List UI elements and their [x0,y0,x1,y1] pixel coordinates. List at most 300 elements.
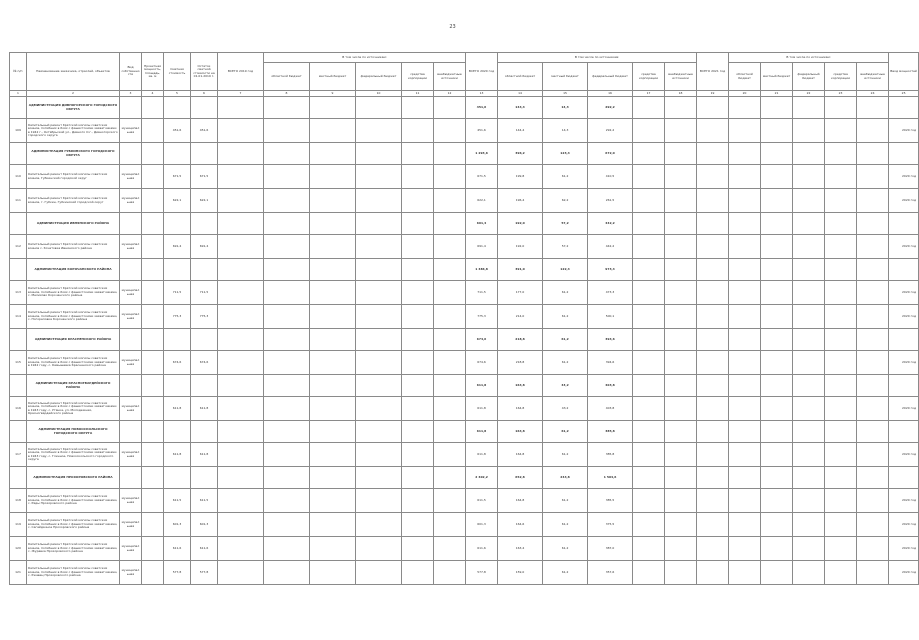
row-number: 113 [10,281,27,305]
header-sources-2020: В том числе по источникам: [498,53,697,63]
cell-mest: 61,2 [543,351,588,375]
cell-f19 [356,513,402,537]
cell-e19 [434,489,466,513]
cell-e19 [434,97,466,119]
group-row [10,213,919,235]
header-enter: Ввод мощностей [889,53,919,91]
cell-f19 [356,397,402,421]
investment-program-table [9,52,919,585]
cell-c19 [402,235,434,259]
cell-c21 [825,235,857,259]
cell-t19 [218,235,264,259]
cell-e20 [665,259,697,281]
cell-e19 [434,165,466,189]
cell-fed: 672,0 [588,143,633,165]
cell-fed: 375,5 [588,513,633,537]
cell-rem: 671,5 [191,165,218,189]
cell-t21 [697,375,729,397]
cell-o21 [729,281,761,305]
table-row [10,397,919,421]
cell-est: 611,6 [164,537,191,561]
cell-o21 [729,561,761,585]
cell-t20: 711,5 [466,281,498,305]
cell-obl: 163,4 [498,537,543,561]
cell-m21 [761,513,793,537]
row-ownership [120,329,142,351]
cell-e21 [857,537,889,561]
cell-c20 [633,561,665,585]
row-name: АДМИНИСТРАЦИЯ КРАСНЕНСКОГО РАЙОНА [27,329,120,351]
cell-est: 601,3 [164,513,191,537]
cell-m19 [310,97,356,119]
cell-o19 [264,537,310,561]
row-enter-year: 2020 год [889,537,919,561]
column-number: 21 [761,91,793,97]
column-number: 17 [633,91,665,97]
cell-t19 [218,305,264,329]
header-estimate: Сметная стоимость [164,53,191,91]
row-enter-year: 2020 год [889,351,919,375]
column-number: 1 [10,91,27,97]
cell-c21 [825,397,857,421]
row-name: АДМИНИСТРАЦИЯ ДИВНОГОРСКОГО ГОРОДСКОГО ОКРУГА [27,97,120,119]
cell-c20 [633,537,665,561]
cell-t20: 691,4 [466,235,498,259]
cell-o19 [264,489,310,513]
header-mest-2019: местный бюджет [310,63,356,91]
row-name: АДМИНИСТРАЦИЯ КОРОЧАНСКОГО РАЙОНА [27,259,120,281]
cell-t21 [697,467,729,489]
cell-o19 [264,351,310,375]
cell-e21 [857,119,889,143]
cell-m21 [761,235,793,259]
cell-c20 [633,467,665,489]
cell-o21 [729,537,761,561]
row-number: 117 [10,443,27,467]
cell-f21 [793,97,825,119]
cell-m21 [761,443,793,467]
cell-o19 [264,235,310,259]
cell-o19 [264,97,310,119]
row-number: 118 [10,489,27,513]
cell-m19 [310,259,356,281]
cell-t20: 622,1 [466,189,498,213]
column-number: 25 [889,91,919,97]
cell-fed: 357,6 [588,561,633,585]
cell-cap [142,189,164,213]
cell-e19 [434,329,466,351]
cell-est: 611,8 [164,397,191,421]
header-corp-2019: средства корпорации [402,63,434,91]
cell-c19 [402,467,434,489]
cell-rem: 674,6 [191,351,218,375]
cell-t21 [697,351,729,375]
cell-o21 [729,235,761,259]
cell-mest: 61,2 [543,305,588,329]
cell-mest: 43,2 [543,397,588,421]
cell-fed: 292,2 [588,97,633,119]
cell-cap [142,213,164,235]
cell-cap [142,305,164,329]
row-number [10,467,27,489]
cell-f21 [793,561,825,585]
table-row [10,489,919,513]
cell-c21 [825,143,857,165]
cell-o19 [264,143,310,165]
cell-m21 [761,489,793,513]
cell-c19 [402,443,434,467]
cell-est: 451,6 [164,119,191,143]
cell-t20: 611,8 [466,421,498,443]
cell-o21 [729,467,761,489]
cell-c19 [402,281,434,305]
header-corp-2021: средства корпорации [825,63,857,91]
header-total-2019: ВСЕГО 2019 год [218,53,264,91]
cell-rem [191,259,218,281]
cell-t19 [218,375,264,397]
cell-c19 [402,189,434,213]
cell-t21 [697,489,729,513]
column-number: 10 [356,91,402,97]
cell-e20 [665,561,697,585]
column-number: 2 [27,91,120,97]
column-number: 9 [310,91,356,97]
cell-f21 [793,189,825,213]
cell-cap [142,97,164,119]
cell-t20: 611,8 [466,375,498,397]
cell-c20 [633,489,665,513]
cell-rem: 622,1 [191,189,218,213]
cell-e19 [434,513,466,537]
cell-t19 [218,165,264,189]
table-row [10,305,919,329]
cell-c21 [825,281,857,305]
cell-f21 [793,421,825,443]
group-row [10,421,919,443]
row-number: 121 [10,561,27,585]
cell-f19 [356,97,402,119]
cell-est: 611,5 [164,489,191,513]
cell-t20: 611,8 [466,397,498,421]
cell-fed: 973,4 [588,259,633,281]
header-fed-2021: федеральный бюджет [793,63,825,91]
cell-t19 [218,443,264,467]
cell-cap [142,421,164,443]
cell-e21 [857,489,889,513]
cell-e21 [857,421,889,443]
cell-e20 [665,281,697,305]
table-row [10,281,919,305]
cell-obl: 192,0 [498,213,543,235]
row-ownership [120,143,142,165]
cell-e20 [665,375,697,397]
row-name: Капитальный ремонт братской могилы советских воинов, погибших в боях с фашистскими захватчиками, с. Ржавец Прохоровского района [27,561,120,585]
cell-mest: 61,2 [543,329,588,351]
cell-o19 [264,329,310,351]
row-name: АДМИНИСТРАЦИЯ НОВООСКОЛЬСКОГО ГОРОДСКОГО ОКРУГА [27,421,120,443]
cell-t21 [697,397,729,421]
row-name: Капитальный ремонт братской могилы советских воинов, г. Губкин, Губкинский городской округ [27,189,120,213]
cell-c20 [633,119,665,143]
cell-e19 [434,281,466,305]
cell-t21 [697,561,729,585]
row-ownership: муниципальная [120,165,142,189]
cell-e19 [434,561,466,585]
cell-e19 [434,443,466,467]
cell-t20: 775,3 [466,305,498,329]
row-number: 114 [10,305,27,329]
cell-est [164,259,191,281]
cell-o21 [729,213,761,235]
cell-e21 [857,165,889,189]
cell-fed: 385,5 [588,489,633,513]
cell-cap [142,259,164,281]
cell-mest: 61,2 [543,281,588,305]
row-ownership: муниципальная [120,235,142,259]
cell-m21 [761,165,793,189]
column-number: 20 [729,91,761,97]
cell-mest: 57,2 [543,235,588,259]
header-extra-2020: внебюджетные источники [665,63,697,91]
cell-m21 [761,281,793,305]
cell-o21 [729,189,761,213]
cell-m19 [310,329,356,351]
table-row [10,443,919,467]
cell-c21 [825,351,857,375]
cell-m21 [761,97,793,119]
cell-o19 [264,189,310,213]
cell-o19 [264,561,310,585]
cell-e19 [434,119,466,143]
row-enter-year [889,97,919,119]
cell-f21 [793,305,825,329]
row-number: 115 [10,351,27,375]
row-ownership: муниципальная [120,281,142,305]
cell-cap [142,513,164,537]
header-mest-2020: местный бюджет [543,63,588,91]
cell-rem [191,329,218,351]
cell-cap [142,235,164,259]
row-number: 119 [10,513,27,537]
cell-t21 [697,421,729,443]
cell-fed: 442,2 [588,235,633,259]
cell-f21 [793,165,825,189]
cell-cap [142,119,164,143]
cell-m19 [310,513,356,537]
cell-f19 [356,329,402,351]
column-number: 13 [466,91,498,97]
cell-o21 [729,489,761,513]
cell-o19 [264,443,310,467]
cell-c19 [402,489,434,513]
row-name: АДМИНИСТРАЦИЯ ГУБКИНСКОГО ГОРОДСКОГО ОКРУГА [27,143,120,165]
row-ownership [120,213,142,235]
table-row [10,537,919,561]
cell-e20 [665,513,697,537]
row-enter-year: 2020 год [889,281,919,305]
column-number: 6 [191,91,218,97]
cell-c20 [633,213,665,235]
cell-rem: 601,3 [191,513,218,537]
cell-t19 [218,213,264,235]
cell-o21 [729,97,761,119]
header-remainder: Остаток сметной стоимости на 01.01.2019 г. [191,53,218,91]
column-number: 14 [498,91,543,97]
cell-c20 [633,281,665,305]
cell-t20: 671,5 [466,165,498,189]
cell-fed: 387,0 [588,537,633,561]
cell-t21 [697,143,729,165]
cell-t21 [697,329,729,351]
cell-t21 [697,213,729,235]
cell-est: 691,4 [164,235,191,259]
column-number: 3 [120,91,142,97]
row-ownership: муниципальная [120,489,142,513]
cell-o19 [264,281,310,305]
row-name: Капитальный ремонт братской могилы советских воинов, погибших в боях с фашистскими захватчиками в 1943 году, с. Глинное, Новооскольского городского округа [27,443,120,467]
cell-mest: 14,3 [543,119,588,143]
cell-o19 [264,375,310,397]
cell-mest: 244,8 [543,467,588,489]
cell-c19 [402,421,434,443]
cell-o21 [729,513,761,537]
table-row [10,351,919,375]
cell-e19 [434,421,466,443]
cell-cap [142,537,164,561]
cell-f19 [356,443,402,467]
cell-fed: 261,5 [588,189,633,213]
cell-t19 [218,143,264,165]
cell-e21 [857,397,889,421]
header-name: Наименование заказчика, отраслей, объектов [27,53,120,91]
cell-c21 [825,189,857,213]
cell-t19 [218,97,264,119]
cell-m19 [310,537,356,561]
cell-e21 [857,189,889,213]
header-sources-2021: В том числе по источникам: [729,53,889,63]
cell-est [164,421,191,443]
cell-est: 611,8 [164,443,191,467]
cell-c19 [402,259,434,281]
cell-m21 [761,537,793,561]
row-name: Капитальный ремонт братской могилы советских воинов, погибших в боях с фашистскими захватчиками, с. Сагайдачное Прохоровского района [27,513,120,537]
table-row [10,189,919,213]
cell-e21 [857,213,889,235]
cell-obl: 164,8 [498,421,543,443]
cell-obl: 159,0 [498,561,543,585]
cell-fed: 442,2 [588,213,633,235]
cell-o19 [264,421,310,443]
row-name: Капитальный ремонт братской могилы советских воинов, погибших в боях с фашистскими захватчиками в 1942 году, с. Камышевка Красненского района [27,351,120,375]
cell-est [164,143,191,165]
cell-t20: 611,5 [466,489,498,513]
cell-e21 [857,97,889,119]
cell-e20 [665,397,697,421]
cell-mest: 43,2 [543,375,588,397]
cell-c21 [825,443,857,467]
cell-mest: 122,4 [543,259,588,281]
group-row [10,329,919,351]
cell-cap [142,375,164,397]
cell-mest: 123,4 [543,143,588,165]
cell-c21 [825,537,857,561]
row-name: Капитальный ремонт братской могилы советских воинов, погибших в боях с фашистскими захватчиками, с. Ряды Прохоровского района [27,489,120,513]
cell-est: 577,8 [164,561,191,585]
cell-e20 [665,189,697,213]
cell-e19 [434,375,466,397]
cell-e20 [665,235,697,259]
cell-f21 [793,143,825,165]
cell-f19 [356,165,402,189]
row-number [10,213,27,235]
cell-f21 [793,281,825,305]
cell-m21 [761,305,793,329]
cell-f19 [356,305,402,329]
cell-t19 [218,489,264,513]
cell-f21 [793,213,825,235]
cell-c20 [633,513,665,537]
cell-t20: 2 402,2 [466,467,498,489]
cell-f21 [793,397,825,421]
cell-o21 [729,329,761,351]
row-number [10,97,27,119]
column-number: 23 [825,91,857,97]
cell-t21 [697,119,729,143]
cell-o19 [264,259,310,281]
group-row [10,467,919,489]
cell-t20: 601,3 [466,513,498,537]
cell-obl: 214,0 [498,305,543,329]
cell-o19 [264,397,310,421]
table-row [10,119,919,143]
cell-rem: 611,8 [191,397,218,421]
row-name: Капитальный ремонт братской могилы советских воинов с. Кочетовка Ивнянского района [27,235,120,259]
cell-t20: 611,8 [466,443,498,467]
cell-o19 [264,213,310,235]
cell-c20 [633,143,665,165]
column-number: 15 [543,91,588,97]
cell-o21 [729,397,761,421]
cell-e21 [857,351,889,375]
cell-f19 [356,351,402,375]
cell-c19 [402,513,434,537]
cell-obl: 164,8 [498,443,543,467]
cell-o19 [264,305,310,329]
cell-e19 [434,189,466,213]
cell-m19 [310,397,356,421]
row-name: Капитальный ремонт братской могилы советских воинов, Губкинский городской округ [27,165,120,189]
column-number: 8 [264,91,310,97]
column-number: 5 [164,91,191,97]
cell-f19 [356,119,402,143]
cell-fed: 1 504,6 [588,467,633,489]
cell-f21 [793,489,825,513]
cell-c19 [402,305,434,329]
cell-m21 [761,259,793,281]
cell-m19 [310,375,356,397]
cell-cap [142,561,164,585]
row-enter-year [889,467,919,489]
cell-t19 [218,189,264,213]
row-name: АДМИНИСТРАЦИЯ КРАСНОГВАРДЕЙСКОГО РАЙОНА [27,375,120,397]
cell-obl: 652,8 [498,467,543,489]
cell-t19 [218,329,264,351]
cell-c20 [633,305,665,329]
cell-f19 [356,375,402,397]
row-enter-year: 2020 год [889,235,919,259]
cell-o19 [264,165,310,189]
cell-rem [191,467,218,489]
